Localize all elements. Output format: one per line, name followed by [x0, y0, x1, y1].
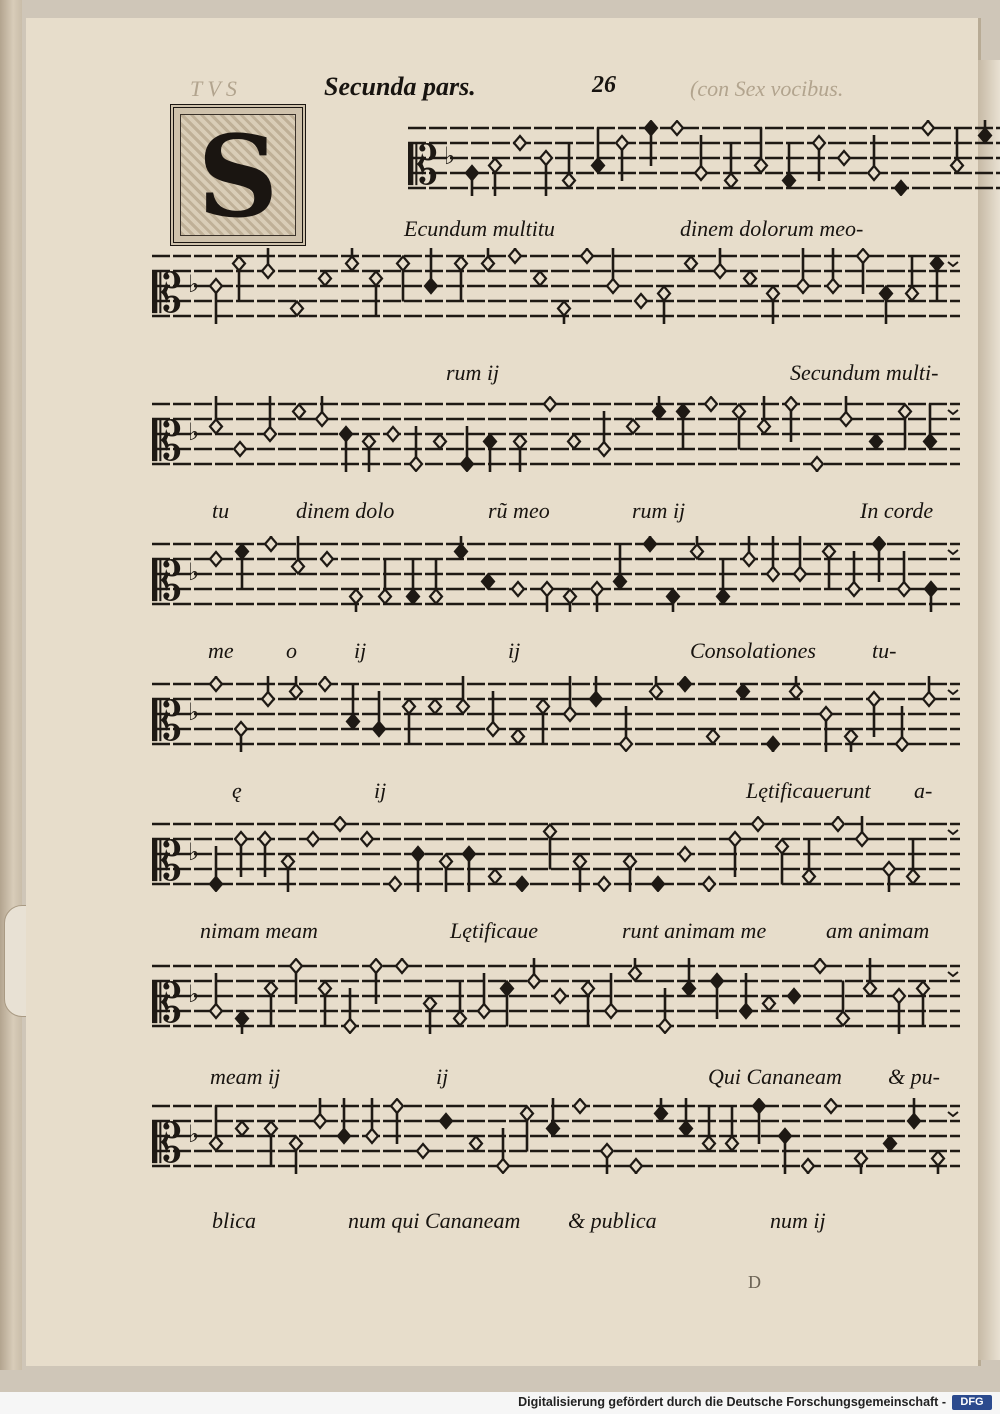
note-head — [396, 959, 408, 973]
note-head — [644, 537, 656, 551]
flat-sign-icon: ♭ — [444, 142, 456, 170]
staff-system-2 — [150, 248, 962, 324]
lyric-text: & publica — [568, 1208, 657, 1233]
custos-icon — [948, 262, 958, 266]
note-head — [361, 832, 373, 846]
note-head — [794, 567, 806, 581]
note-head — [679, 847, 691, 861]
note-head — [233, 257, 245, 271]
note-head — [655, 1107, 667, 1121]
note-head — [685, 257, 697, 271]
note-head — [236, 1122, 248, 1136]
bleed-through-text: T V S — [190, 76, 237, 101]
note-head — [908, 1114, 920, 1128]
note-head — [344, 1019, 356, 1033]
note-head — [893, 989, 905, 1003]
note-head — [582, 982, 594, 996]
note-head — [236, 545, 248, 559]
note-head — [814, 959, 826, 973]
note-head — [292, 560, 304, 574]
note-head — [417, 1144, 429, 1158]
note-head — [864, 982, 876, 996]
note-head — [838, 151, 850, 165]
lyric-text: ij — [374, 778, 387, 803]
note-head — [547, 1122, 559, 1136]
note-head — [591, 582, 603, 596]
note-head — [726, 1137, 738, 1151]
note-head — [683, 982, 695, 996]
note-head — [397, 257, 409, 271]
lyric-text: Consolationes — [690, 638, 816, 663]
note-head — [679, 677, 691, 691]
note-head — [907, 870, 919, 884]
note-head — [870, 435, 882, 449]
note-head — [512, 582, 524, 596]
note-head — [629, 967, 641, 981]
staff-svg — [150, 248, 962, 324]
note-head — [803, 870, 815, 884]
lyric-text: num ij — [770, 1208, 826, 1233]
lyric-text: Lętificaue — [450, 918, 538, 943]
note-head — [931, 257, 943, 271]
note-head — [714, 264, 726, 278]
note-head — [389, 877, 401, 891]
lyric-text: In corde — [860, 498, 934, 523]
note-head — [703, 1137, 715, 1151]
note-head — [658, 287, 670, 301]
note-head — [707, 730, 719, 744]
note-head — [424, 997, 436, 1011]
note-head — [489, 159, 501, 173]
note-head — [855, 1152, 867, 1166]
dfg-logo-icon: DFG — [952, 1395, 992, 1410]
staff-system-1 — [320, 120, 960, 196]
note-head — [234, 442, 246, 456]
note-head — [528, 974, 540, 988]
custos-icon — [948, 972, 958, 976]
note-head — [429, 700, 441, 714]
clef-icon: 𝄡 — [152, 550, 183, 612]
lyric-text: ę — [232, 778, 242, 803]
custos-icon — [948, 550, 958, 554]
lyric-text: rum ij — [446, 360, 500, 385]
clef-icon: 𝄡 — [152, 262, 183, 324]
note-head — [825, 1099, 837, 1113]
note-head — [235, 832, 247, 846]
lyric-text: ij — [508, 638, 521, 663]
note-head — [811, 457, 823, 471]
note-head — [857, 249, 869, 263]
note-head — [534, 272, 546, 286]
note-head — [366, 1129, 378, 1143]
note-head — [391, 1099, 403, 1113]
note-head — [574, 855, 586, 869]
note-head — [521, 1107, 533, 1121]
note-head — [717, 590, 729, 604]
note-head — [262, 692, 274, 706]
digitization-footer — [0, 1392, 1000, 1414]
note-head — [210, 279, 222, 293]
note-head — [265, 537, 277, 551]
note-head — [767, 287, 779, 301]
note-head — [541, 582, 553, 596]
bleed-through-text: (con Sex vocibus. — [690, 76, 844, 101]
note-head — [210, 1137, 222, 1151]
note-head — [516, 877, 528, 891]
clef-icon: 𝄡 — [408, 134, 439, 196]
lyric-text: nimam meam — [200, 918, 318, 943]
note-head — [767, 567, 779, 581]
note-head — [307, 832, 319, 846]
note-head — [454, 1012, 466, 1026]
note-head — [899, 405, 911, 419]
note-head — [743, 552, 755, 566]
note-head — [347, 715, 359, 729]
note-head — [482, 575, 494, 589]
staff-svg — [150, 396, 962, 472]
note-head — [514, 435, 526, 449]
note-head — [430, 590, 442, 604]
page-number: 26 — [592, 72, 616, 98]
note-head — [334, 817, 346, 831]
flat-sign-icon: ♭ — [188, 1120, 200, 1148]
note-head — [363, 435, 375, 449]
flat-sign-icon: ♭ — [188, 838, 200, 866]
note-head — [837, 1012, 849, 1026]
note-head — [282, 855, 294, 869]
lyric-text: Secundum multi- — [790, 360, 939, 385]
note-head — [512, 730, 524, 744]
note-head — [650, 685, 662, 699]
note-head — [581, 249, 593, 263]
note-head — [703, 877, 715, 891]
note-head — [767, 737, 779, 751]
note-head — [923, 692, 935, 706]
staff-svg — [150, 676, 962, 752]
staff-system-6 — [150, 816, 962, 892]
facing-page-edge — [978, 60, 1000, 1360]
note-head — [412, 847, 424, 861]
note-head — [463, 847, 475, 861]
note-head — [540, 151, 552, 165]
lyric-text: tu — [212, 498, 230, 523]
custos-icon — [948, 690, 958, 694]
note-head — [497, 1159, 509, 1173]
note-head — [290, 959, 302, 973]
note-head — [763, 997, 775, 1011]
note-head — [236, 1012, 248, 1026]
note-head — [425, 279, 437, 293]
note-head — [788, 989, 800, 1003]
note-head — [725, 174, 737, 188]
note-head — [478, 1004, 490, 1018]
note-head — [554, 989, 566, 1003]
staff-system-8 — [150, 1098, 962, 1174]
note-head — [370, 959, 382, 973]
note-head — [705, 397, 717, 411]
note-head — [290, 1137, 302, 1151]
note-head — [265, 1122, 277, 1136]
note-head — [797, 279, 809, 293]
note-head — [210, 420, 222, 434]
note-head — [314, 1114, 326, 1128]
note-head — [896, 737, 908, 751]
note-head — [466, 166, 478, 180]
note-head — [264, 427, 276, 441]
note-head — [210, 1004, 222, 1018]
note-head — [823, 545, 835, 559]
note-head — [832, 817, 844, 831]
note-head — [501, 982, 513, 996]
note-head — [813, 136, 825, 150]
note-head — [733, 405, 745, 419]
note-head — [924, 435, 936, 449]
note-head — [319, 272, 331, 286]
staff-svg — [320, 120, 1000, 196]
note-head — [487, 722, 499, 736]
note-head — [868, 166, 880, 180]
note-head — [262, 264, 274, 278]
note-head — [802, 1159, 814, 1173]
lyric-text: Qui Cananeam — [708, 1064, 842, 1089]
note-head — [387, 427, 399, 441]
note-head — [917, 982, 929, 996]
lyric-text: rũ meo — [488, 498, 550, 523]
note-head — [880, 287, 892, 301]
note-head — [484, 435, 496, 449]
note-head — [845, 730, 857, 744]
note-head — [895, 181, 907, 195]
note-head — [598, 877, 610, 891]
staff-system-7 — [150, 958, 962, 1034]
decorated-initial — [170, 104, 306, 246]
note-head — [210, 552, 222, 566]
note-head — [489, 870, 501, 884]
note-head — [616, 136, 628, 150]
note-head — [790, 685, 802, 699]
note-head — [840, 412, 852, 426]
signature-mark: D — [748, 1272, 761, 1292]
note-head — [265, 982, 277, 996]
note-head — [740, 1004, 752, 1018]
note-head — [884, 1137, 896, 1151]
note-head — [635, 294, 647, 308]
note-head — [370, 272, 382, 286]
note-head — [319, 677, 331, 691]
note-head — [925, 582, 937, 596]
note-head — [259, 832, 271, 846]
lyric-text: me — [208, 638, 234, 663]
note-head — [827, 279, 839, 293]
note-head — [951, 159, 963, 173]
note-head — [856, 832, 868, 846]
staff-svg — [150, 816, 962, 892]
note-head — [316, 412, 328, 426]
note-head — [440, 1114, 452, 1128]
note-head — [590, 692, 602, 706]
note-head — [574, 1099, 586, 1113]
lyric-text: a- — [914, 778, 933, 803]
initial-letter: S — [197, 112, 279, 243]
note-head — [210, 677, 222, 691]
page-edge-left — [0, 0, 22, 1370]
note-head — [319, 982, 331, 996]
note-head — [291, 302, 303, 316]
note-head — [758, 420, 770, 434]
note-head — [537, 700, 549, 714]
note-head — [457, 700, 469, 714]
lyric-text: num qui Cananeam — [348, 1208, 521, 1233]
staff-svg — [150, 958, 962, 1034]
lyric-text: runt animam me — [622, 918, 767, 943]
lyric-text: tu- — [872, 638, 897, 663]
note-head — [677, 405, 689, 419]
lyric-text: dinem dolo — [296, 498, 395, 523]
note-head — [598, 442, 610, 456]
note-head — [691, 545, 703, 559]
funding-notice: Digitalisierung gefördert durch die Deutsche Forschungsgemeinschaft - — [518, 1395, 946, 1409]
lyric-text: meam ij — [210, 1064, 281, 1089]
note-head — [627, 420, 639, 434]
note-head — [544, 397, 556, 411]
flat-sign-icon: ♭ — [188, 698, 200, 726]
note-head — [620, 737, 632, 751]
clef-icon: 𝄡 — [152, 830, 183, 892]
staff-svg — [150, 1098, 962, 1174]
note-head — [563, 174, 575, 188]
note-head — [350, 590, 362, 604]
note-head — [434, 435, 446, 449]
note-head — [601, 1144, 613, 1158]
flat-sign-icon: ♭ — [188, 980, 200, 1008]
note-head — [592, 159, 604, 173]
note-head — [979, 129, 991, 143]
note-head — [407, 590, 419, 604]
note-head — [883, 862, 895, 876]
note-head — [932, 1152, 944, 1166]
lyric-text: ij — [354, 638, 367, 663]
note-head — [558, 302, 570, 316]
note-head — [785, 397, 797, 411]
note-head — [455, 257, 467, 271]
note-head — [783, 174, 795, 188]
flat-sign-icon: ♭ — [188, 418, 200, 446]
note-head — [906, 287, 918, 301]
lyric-text: Ecundum multitu — [404, 216, 555, 241]
note-head — [848, 582, 860, 596]
note-head — [898, 582, 910, 596]
note-head — [630, 1159, 642, 1173]
note-head — [653, 405, 665, 419]
note-head — [568, 435, 580, 449]
note-head — [440, 855, 452, 869]
note-head — [820, 707, 832, 721]
note-head — [614, 575, 626, 589]
note-head — [373, 722, 385, 736]
note-head — [752, 817, 764, 831]
lyric-text: Lętificauerunt — [746, 778, 871, 803]
note-head — [729, 832, 741, 846]
flat-sign-icon: ♭ — [188, 558, 200, 586]
note-head — [607, 279, 619, 293]
clef-icon: 𝄡 — [152, 690, 183, 752]
note-head — [293, 405, 305, 419]
note-head — [645, 121, 657, 135]
note-head — [509, 249, 521, 263]
note-head — [671, 121, 683, 135]
note-head — [564, 590, 576, 604]
note-head — [379, 590, 391, 604]
note-head — [737, 685, 749, 699]
clef-icon: 𝄡 — [152, 972, 183, 1034]
note-head — [290, 685, 302, 699]
note-head — [776, 840, 788, 854]
note-head — [346, 257, 358, 271]
note-head — [403, 700, 415, 714]
note-head — [667, 590, 679, 604]
lyric-text: ij — [436, 1064, 449, 1089]
staff-system-4 — [150, 536, 962, 612]
clef-icon: 𝄡 — [152, 410, 183, 472]
lyric-text: rum ij — [632, 498, 686, 523]
lyric-text: am animam — [826, 918, 930, 943]
note-head — [624, 855, 636, 869]
custos-icon — [948, 830, 958, 834]
note-head — [659, 1019, 671, 1033]
note-head — [455, 545, 467, 559]
note-head — [755, 159, 767, 173]
note-head — [544, 825, 556, 839]
custos-icon — [948, 410, 958, 414]
lyric-text: o — [286, 638, 297, 663]
note-head — [753, 1099, 765, 1113]
note-head — [695, 166, 707, 180]
staff-system-3 — [150, 396, 962, 472]
note-head — [210, 877, 222, 891]
note-head — [482, 257, 494, 271]
note-head — [340, 427, 352, 441]
note-head — [321, 552, 333, 566]
staff-system-5 — [150, 676, 962, 752]
note-head — [338, 1129, 350, 1143]
staff-svg — [150, 536, 962, 612]
note-head — [873, 537, 885, 551]
custos-icon — [948, 1112, 958, 1116]
note-head — [711, 974, 723, 988]
note-head — [461, 457, 473, 471]
note-head — [564, 707, 576, 721]
note-head — [605, 1004, 617, 1018]
lyric-text: dinem dolorum meo- — [680, 216, 864, 241]
note-head — [868, 692, 880, 706]
lyric-text: blica — [212, 1208, 256, 1233]
note-head — [514, 136, 526, 150]
note-head — [470, 1137, 482, 1151]
clef-icon: 𝄡 — [152, 1112, 183, 1174]
note-head — [652, 877, 664, 891]
part-heading: Secunda pars. — [324, 72, 476, 101]
flat-sign-icon: ♭ — [188, 270, 200, 298]
note-head — [680, 1122, 692, 1136]
note-head — [410, 457, 422, 471]
note-head — [235, 722, 247, 736]
note-head — [744, 272, 756, 286]
note-head — [922, 121, 934, 135]
note-head — [779, 1129, 791, 1143]
lyric-text: & pu- — [888, 1064, 940, 1089]
